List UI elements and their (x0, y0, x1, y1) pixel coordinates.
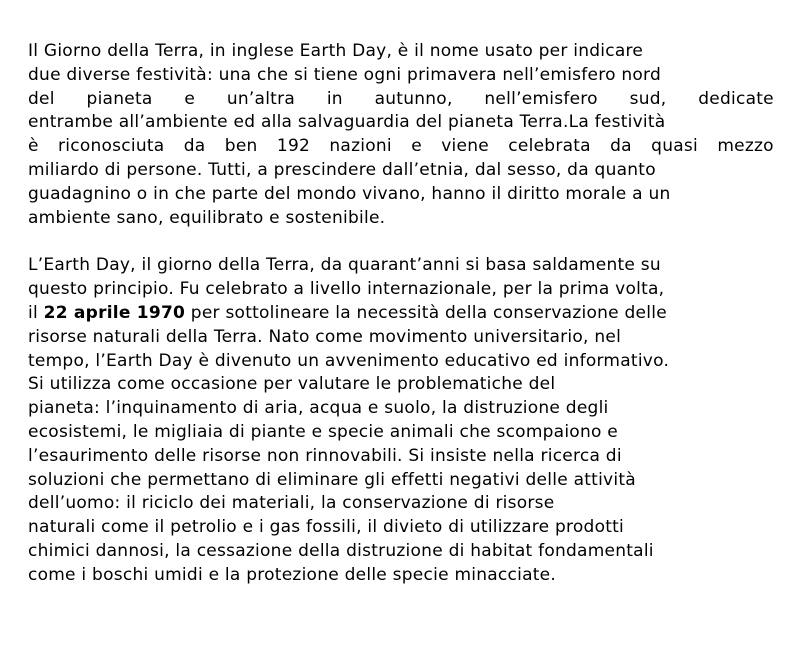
text-line: due diverse festività: una che si tiene ogni primavera nell’emisfero nord (28, 64, 662, 85)
word: quasi (651, 136, 698, 157)
word: e (411, 136, 422, 157)
word: in (326, 88, 343, 109)
word: nazioni (329, 136, 392, 157)
text-line: risorse naturali della Terra. Nato come movimento universitario, nel (28, 326, 622, 347)
word: pianeta (86, 88, 153, 109)
text-line: ambiente sano, equilibrato e sostenibile. (28, 207, 386, 228)
word: del (28, 88, 55, 109)
word: è (28, 136, 39, 157)
text-line: guadagnino o in che parte del mondo vivano, hanno il diritto morale a un (28, 183, 671, 204)
text-segment: per sottolineare la necessità della conservazione delle (185, 302, 667, 323)
bold-date: 22 aprile 1970 (43, 302, 186, 323)
word: ben (224, 136, 258, 157)
text-line: tempo, l’Earth Day è divenuto un avvenimento educativo ed informativo. (28, 350, 670, 371)
word: autunno, (374, 88, 453, 109)
text-line: miliardo di persone. Tutti, a prescindere dall’etnia, dal sesso, da quanto (28, 159, 656, 180)
text-line: come i boschi umidi e la protezione delle specie minacciate. (28, 564, 557, 585)
word: dedicate (698, 88, 774, 109)
text-line: naturali come il petrolio e i gas fossili, il divieto di utilizzare prodotti (28, 517, 625, 538)
word: celebrata (508, 136, 591, 157)
text-line-justified (28, 135, 774, 159)
text-line: entrambe all’ambiente ed alla salvaguardia del pianeta Terra.La festività (28, 112, 666, 133)
text-line: l’esaurimento delle risorse non rinnovabili. Si insiste nella ricerca di (28, 445, 622, 466)
text-line: Il Giorno della Terra, in inglese Earth Day, è il nome usato per indicare (28, 41, 644, 61)
word: da (183, 136, 206, 157)
document-body (28, 40, 774, 588)
paragraph-earth-day-history (28, 254, 774, 587)
text-line-with-date (28, 302, 774, 326)
text-line: dell’uomo: il riciclo dei materiali, la conservazione di risorse (28, 493, 555, 514)
text-line: pianeta: l’inquinamento di aria, acqua e suolo, la distruzione degli (28, 398, 609, 419)
text-line: ecosistemi, le migliaia di piante e specie animali che scompaiono e (28, 421, 618, 442)
text-line: Si utilizza come occasione per valutare le problematiche del (28, 374, 556, 395)
word: un’altra (226, 88, 296, 109)
word: 192 (276, 136, 311, 157)
word: da (610, 136, 632, 157)
text-line: L’Earth Day, il giorno della Terra, da quarant’anni si basa saldamente su (28, 255, 661, 276)
word: mezzo (717, 136, 774, 157)
paragraph-earth-day-intro (28, 40, 774, 230)
text-line: soluzioni che permettano di eliminare gli effetti negativi delle attività (28, 469, 636, 490)
text-segment: il (28, 302, 44, 323)
word: viene (441, 136, 489, 157)
text-line: chimici dannosi, la cessazione della distruzione di habitat fondamentali (28, 540, 654, 561)
paragraph-spacer (28, 230, 774, 254)
word: e (184, 88, 196, 109)
word: sud, (629, 88, 667, 109)
text-line: questo principio. Fu celebrato a livello internazionale, per la prima volta, (28, 279, 665, 300)
word: riconosciuta (58, 136, 165, 157)
word: nell’emisfero (484, 88, 598, 109)
text-line-justified (28, 88, 774, 112)
